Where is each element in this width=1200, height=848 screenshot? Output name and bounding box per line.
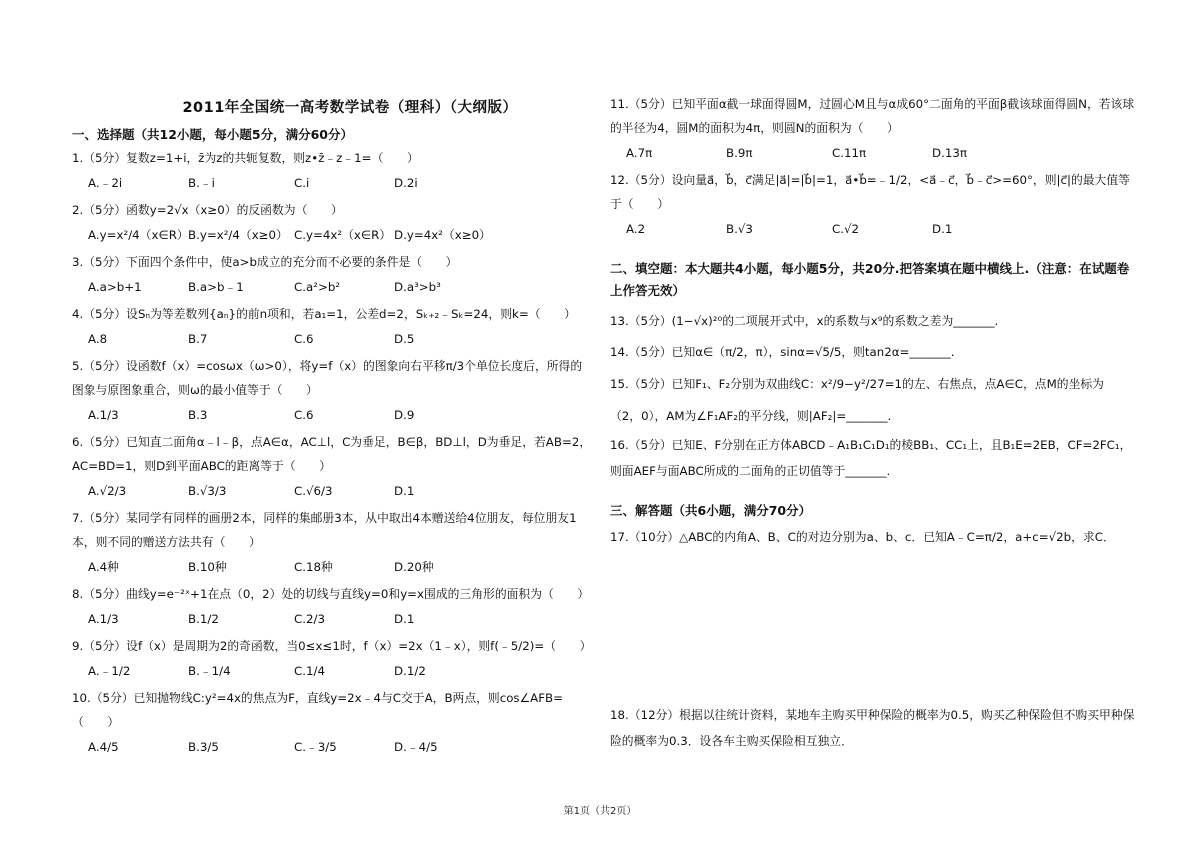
question-text: 1.（5分）复数z=1+i，z̄为z的共轭复数，则z•z̄﹣z﹣1=（ ） (72, 151, 419, 165)
options-row (610, 140, 1135, 166)
option-c: C.1/4 (294, 664, 325, 678)
section-heading: 一、选择题（共12小题，每小题5分，满分60分） (72, 127, 353, 142)
option-a: A.﹣2i (88, 176, 123, 190)
section-heading: 二、填空题：本大题共4小题，每小题5分，共20分.把答案填在题中横线上.（注意：在试题卷上作答无效） (610, 261, 1130, 298)
option-d: D.20种 (394, 560, 434, 574)
options-row (72, 606, 592, 632)
option-a: A.4/5 (88, 740, 119, 754)
option-c: C.√6/3 (294, 484, 333, 498)
fill-question: 14.（5分）已知α∈（π/2，π），sinα=√5/5，则tan2α=_______. (610, 345, 955, 359)
option-a: A.y=x²/4（x∈R） (88, 228, 189, 242)
option-a: A.7π (626, 146, 653, 160)
option-c: C.y=4x²（x∈R） (294, 228, 392, 242)
option-b: B.10种 (188, 560, 227, 574)
options-row (72, 402, 592, 428)
option-a: A.4种 (88, 560, 119, 574)
fill-question: 15.（5分）已知F₁、F₂分别为双曲线C：x²/9−y²/27=1的左、右焦点，点A∈C，点M的坐标为（2，0），AM为∠F₁AF₂的平分线，则|AF₂|=_______. (610, 377, 1104, 423)
options-row (72, 658, 592, 684)
question-text: 5.（5分）设函数f（x）=cosωx（ω>0），将y=f（x）的图象向右平移π/3个单位长度后，所得的图象与原图象重合，则ω的最小值等于（ ） (72, 359, 583, 397)
option-d: D.2i (394, 176, 418, 190)
options-row (72, 326, 592, 352)
option-d: D.1 (394, 612, 415, 626)
option-b: B.3/5 (188, 740, 219, 754)
question-text: 6.（5分）已知直二面角α﹣l﹣β，点A∈α，AC⊥l，C为垂足，B∈β，BD⊥l，D为垂足，若AB=2，AC=BD=1，则D到平面ABC的距离等于（ ） (72, 435, 592, 473)
question-text: 7.（5分）某同学有同样的画册2本，同样的集邮册3本，从中取出4本赠送给4位朋友，每位朋友1本，则不同的赠送方法共有（ ） (72, 511, 577, 549)
option-d: D.y=4x²（x≥0） (394, 228, 491, 242)
options-row (72, 478, 592, 504)
options-row (72, 554, 592, 580)
answer-space (610, 552, 1135, 702)
option-b: B.9π (726, 146, 753, 160)
option-a: A.1/3 (88, 408, 119, 422)
question-text: 2.（5分）函数y=2√x（x≥0）的反函数为（ ） (72, 203, 343, 217)
option-a: A.2 (626, 222, 646, 236)
option-a: A.√2/3 (88, 484, 127, 498)
question-text: 4.（5分）设Sₙ为等差数列{aₙ}的前n项和，若a₁=1，公差d=2，Sₖ₊₂﹣Sₖ=24，则k=（ ） (72, 307, 576, 321)
options-row (72, 274, 592, 300)
option-a: A.1/3 (88, 612, 119, 626)
option-d: D.5 (394, 332, 415, 346)
question-text: 12.（5分）设向量a⃗，b⃗，c⃗满足|a⃗|=|b⃗|=1，a⃗•b⃗=﹣1/2，<a⃗﹣c⃗，b⃗﹣c⃗>=60°，则|c⃗|的最大值等于（ ） (610, 173, 1130, 211)
option-b: B.√3 (726, 222, 753, 236)
option-c: C.i (294, 176, 310, 190)
option-c: C.18种 (294, 560, 333, 574)
option-a: A.﹣1/2 (88, 664, 131, 678)
question-text: 3.（5分）下面四个条件中，使a>b成立的充分而不必要的条件是（ ） (72, 255, 458, 269)
options-row (72, 222, 592, 248)
option-b: B.y=x²/4（x≥0） (188, 228, 288, 242)
option-b: B.7 (188, 332, 208, 346)
question-text: 8.（5分）曲线y=e⁻²ˣ+1在点（0，2）处的切线与直线y=0和y=x围成的三角形的面积为（ ） (72, 587, 590, 601)
question-text: 9.（5分）设f（x）是周期为2的奇函数，当0≤x≤1时，f（x）=2x（1﹣x），则f(﹣5/2)=（ ） (72, 639, 592, 653)
question-text: 10.（5分）已知抛物线C:y²=4x的焦点为F，直线y=2x﹣4与C交于A，B两点，则cos∠AFB=（ ） (72, 691, 563, 729)
option-d: D.13π (932, 146, 967, 160)
page-title: 2011年全国统一高考数学试卷（理科）（大纲版） (182, 100, 518, 116)
option-d: D.﹣4/5 (394, 740, 438, 754)
option-c: C.﹣3/5 (294, 740, 337, 754)
left-column (72, 124, 592, 762)
option-d: D.1 (932, 222, 953, 236)
option-d: D.9 (394, 408, 415, 422)
option-c: C.2/3 (294, 612, 325, 626)
question-text: 17.（10分）△ABC的内角A、B、C的对边分别为a、b、c．已知A﹣C=π/2，a+c=√2b，求C． (610, 530, 1115, 544)
option-b: B.﹣i (188, 176, 215, 190)
option-b: B.1/2 (188, 612, 219, 626)
option-d: D.1 (394, 484, 415, 498)
options-row (72, 734, 592, 760)
option-c: C.6 (294, 332, 314, 346)
option-b: B.a>b﹣1 (188, 280, 244, 294)
option-d: D.a³>b³ (394, 280, 441, 294)
options-row (610, 216, 1135, 242)
option-b: B.3 (188, 408, 208, 422)
option-a: A.8 (88, 332, 108, 346)
option-b: B.√3/3 (188, 484, 227, 498)
option-c: C.11π (832, 146, 867, 160)
options-row (72, 170, 592, 196)
option-c: C.√2 (832, 222, 860, 236)
page-footer: 第1页（共2页） (563, 806, 637, 817)
option-d: D.1/2 (394, 664, 426, 678)
fill-question: 13.（5分）(1−√x)²⁰的二项展开式中，x的系数与x⁹的系数之差为_______. (610, 314, 999, 328)
question-text: 18.（12分）根据以往统计资料，某地车主购买甲种保险的概率为0.5，购买乙种保险但不购买甲种保险的概率为0.3．设各车主购买保险相互独立． (610, 708, 1135, 748)
option-c: C.a²>b² (294, 280, 341, 294)
option-a: A.a>b+1 (88, 280, 142, 294)
question-text: 11.（5分）已知平面α截一球面得圆M，过圆心M且与α成60°二面角的平面β截该球面得圆N，若该球的半径为4，圆M的面积为4π，则圆N的面积为（ ） (610, 97, 1135, 135)
option-b: B.﹣1/4 (188, 664, 231, 678)
option-c: C.6 (294, 408, 314, 422)
right-column (610, 92, 1135, 754)
section-heading: 三、解答题（共6小题，满分70分） (610, 503, 812, 518)
fill-question: 16.（5分）已知E、F分别在正方体ABCD﹣A₁B₁C₁D₁的棱BB₁、CC₁上，且B₁E=2EB，CF=2FC₁，则面AEF与面ABC所成的二面角的正切值等于_______. (610, 438, 1132, 478)
